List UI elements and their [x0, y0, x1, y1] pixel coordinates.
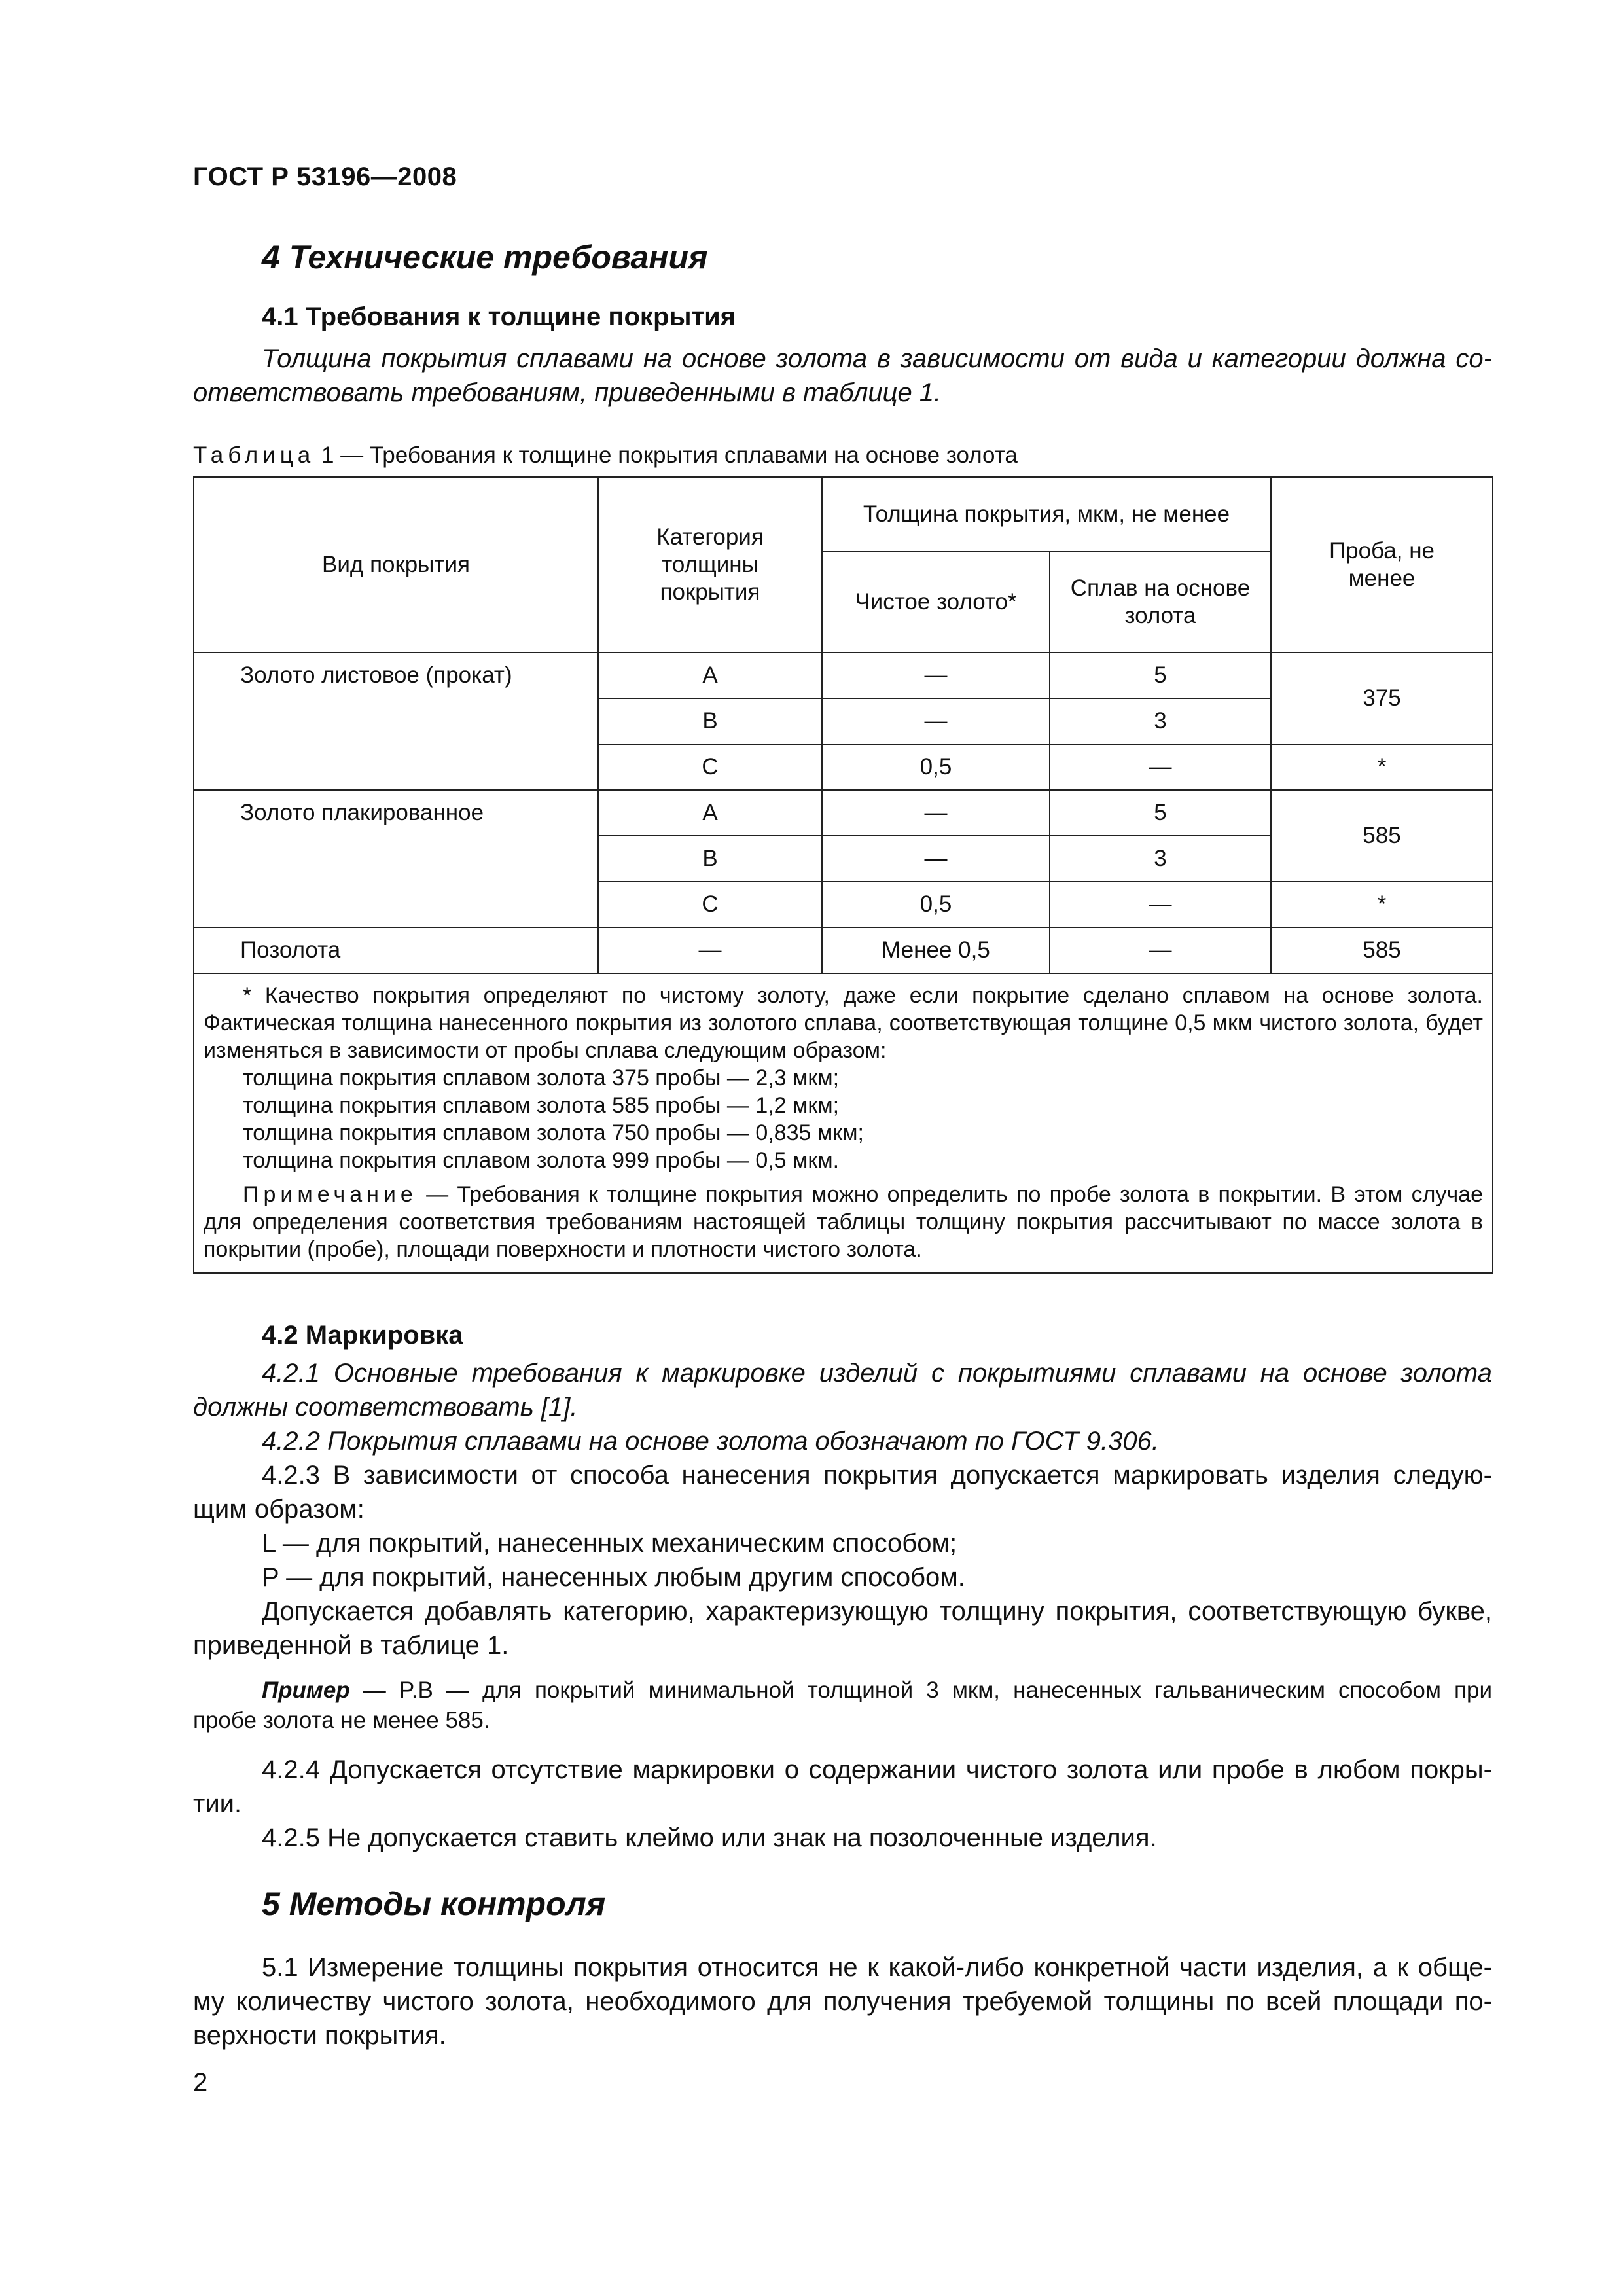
example-text: — P.B — для покрытий минимальной толщиной 3 мкм, нанесенных гальваническим способом при — [363, 1677, 1492, 1703]
pure-gold-cell: — — [822, 653, 1050, 698]
category-cell: A — [598, 790, 822, 836]
footnote-line: толщина покрытия сплавом золота 375 пробы — 2,3 мкм; — [243, 1066, 840, 1090]
paragraph-add-line1: Допускается добавлять категорию, характеризующую толщину покрытия, соответствующую букве, — [262, 1597, 1492, 1626]
alloy-cell: 3 — [1050, 836, 1271, 882]
paragraph-4-2-1-line1: 4.2.1 Основные требования к маркировке изделий с покрытиями сплавами на основе золота — [262, 1359, 1492, 1388]
pure-gold-cell: — — [822, 790, 1050, 836]
example-word: Пример — [262, 1677, 350, 1703]
header-thickness: Толщина покрытия, мкм, не менее — [822, 477, 1271, 552]
header-category: Категория толщины покрытия — [598, 477, 822, 653]
example-line1 — [262, 1676, 1492, 1706]
category-cell: — — [598, 927, 822, 973]
paragraph-4-2-4-line1: 4.2.4 Допускается отсутствие маркировки о содержании чистого золота или пробе в любом покры- — [262, 1755, 1492, 1784]
section-4-title: 4 Технические требования — [262, 239, 708, 276]
subsection-4-1-title: 4.1 Требования к толщине покрытия — [262, 302, 736, 331]
note-text: — Требования к толщине покрытия можно определить по пробе золота в покрытии. В этом случае для определения соответствия требованиям настоящей таблицы толщину покрытия рассчитывают по массе золота в покрытии (пробе), площади поверхности и плотности чистого золота. — [204, 1182, 1483, 1262]
footnote-line: толщина покрытия сплавом золота 750 пробы — 0,835 мкм; — [243, 1121, 864, 1145]
footnote-line: толщина покрытия сплавом золота 585 пробы — 1,2 мкм; — [243, 1093, 840, 1118]
paragraph-4-2-2: 4.2.2 Покрытия сплавами на основе золота обозначают по ГОСТ 9.306. — [262, 1427, 1159, 1456]
subsection-4-2-title: 4.2 Маркировка — [262, 1321, 463, 1350]
alloy-cell: — — [1050, 744, 1271, 790]
fineness-cell: * — [1271, 882, 1493, 927]
pure-gold-cell: 0,5 — [822, 882, 1050, 927]
requirements-table — [193, 476, 1493, 1274]
category-cell: B — [598, 836, 822, 882]
header-kind: Вид покрытия — [194, 477, 598, 653]
example-line2: пробе золота не менее 585. — [193, 1708, 490, 1733]
table-footnote — [194, 973, 1493, 1273]
paragraph-4-2-4-line2: тии. — [193, 1789, 242, 1818]
fineness-cell: 375 — [1271, 653, 1493, 744]
marking-p: P — для покрытий, нанесенных любым другим способом. — [262, 1563, 965, 1592]
table-caption — [193, 442, 1018, 469]
pure-gold-cell: 0,5 — [822, 744, 1050, 790]
paragraph-4-2-3-line1: 4.2.3 В зависимости от способа нанесения покрытия допускается маркировать изделия следую- — [262, 1461, 1492, 1490]
header-fineness: Проба, не менее — [1271, 477, 1493, 653]
footnote-line: толщина покрытия сплавом золота 999 пробы — 0,5 мкм. — [243, 1148, 840, 1173]
header-alloy: Сплав на основе золота — [1050, 552, 1271, 653]
note-word: Примечание — [243, 1182, 418, 1207]
document-code: ГОСТ Р 53196—2008 — [193, 162, 457, 191]
category-cell: C — [598, 744, 822, 790]
pure-gold-cell: Менее 0,5 — [822, 927, 1050, 973]
table-caption-word: Таблица — [193, 442, 315, 468]
paragraph-4-2-5: 4.2.5 Не допускается ставить клеймо или знак на позолоченные изделия. — [262, 1823, 1157, 1852]
paragraph-5-1-line2: му количеству чистого золота, необходимого для получения требуемой толщины по всей площади по- — [193, 1987, 1492, 2016]
section-5-title: 5 Методы контроля — [262, 1886, 606, 1922]
pure-gold-cell: — — [822, 836, 1050, 882]
alloy-cell: — — [1050, 927, 1271, 973]
alloy-cell: 3 — [1050, 698, 1271, 744]
kind-gilding: Позолота — [194, 927, 598, 973]
header-pure-gold: Чистое золото* — [822, 552, 1050, 653]
table-note — [204, 1181, 1483, 1263]
alloy-cell: — — [1050, 882, 1271, 927]
table-caption-text: 1 — Требования к толщине покрытия сплавами на основе золота — [321, 442, 1018, 468]
marking-l: L — для покрытий, нанесенных механическим способом; — [262, 1529, 957, 1558]
paragraph-4-2-1-line2: должны соответствовать [1]. — [193, 1393, 578, 1422]
paragraph-4-1-line1: Толщина покрытия сплавами на основе золота в зависимости от вида и категории должна со- — [262, 344, 1492, 373]
alloy-cell: 5 — [1050, 653, 1271, 698]
pure-gold-cell: — — [822, 698, 1050, 744]
page-number: 2 — [193, 2068, 208, 2097]
category-cell: C — [598, 882, 822, 927]
paragraph-5-1-line1: 5.1 Измерение толщины покрытия относится не к какой-либо конкретной части изделия, а к обще- — [262, 1953, 1492, 1982]
category-cell: B — [598, 698, 822, 744]
paragraph-5-1-line3: верхности покрытия. — [193, 2021, 446, 2050]
category-cell: A — [598, 653, 822, 698]
kind-clad-gold: Золото плакированное — [194, 790, 598, 927]
fineness-cell: 585 — [1271, 927, 1493, 973]
kind-sheet-gold: Золото листовое (прокат) — [194, 653, 598, 790]
paragraph-4-2-3-line2: щим образом: — [193, 1495, 365, 1524]
fineness-cell: * — [1271, 744, 1493, 790]
alloy-cell: 5 — [1050, 790, 1271, 836]
paragraph-add-line2: приведенной в таблице 1. — [193, 1631, 509, 1660]
fineness-cell: 585 — [1271, 790, 1493, 882]
footnote-text: * Качество покрытия определяют по чистому золоту, даже если покрытие сделано сплавом на основе золота. Фактическая толщина нанесенного покрытия из золотого сплава, соответствующая толщине 0,5 мкм чистого золота, будет изменяться в зависимости от пробы сплава следующим образом: — [204, 983, 1483, 1063]
paragraph-4-1-line2: ответствовать требованиям, приведенными в таблице 1. — [193, 378, 942, 407]
